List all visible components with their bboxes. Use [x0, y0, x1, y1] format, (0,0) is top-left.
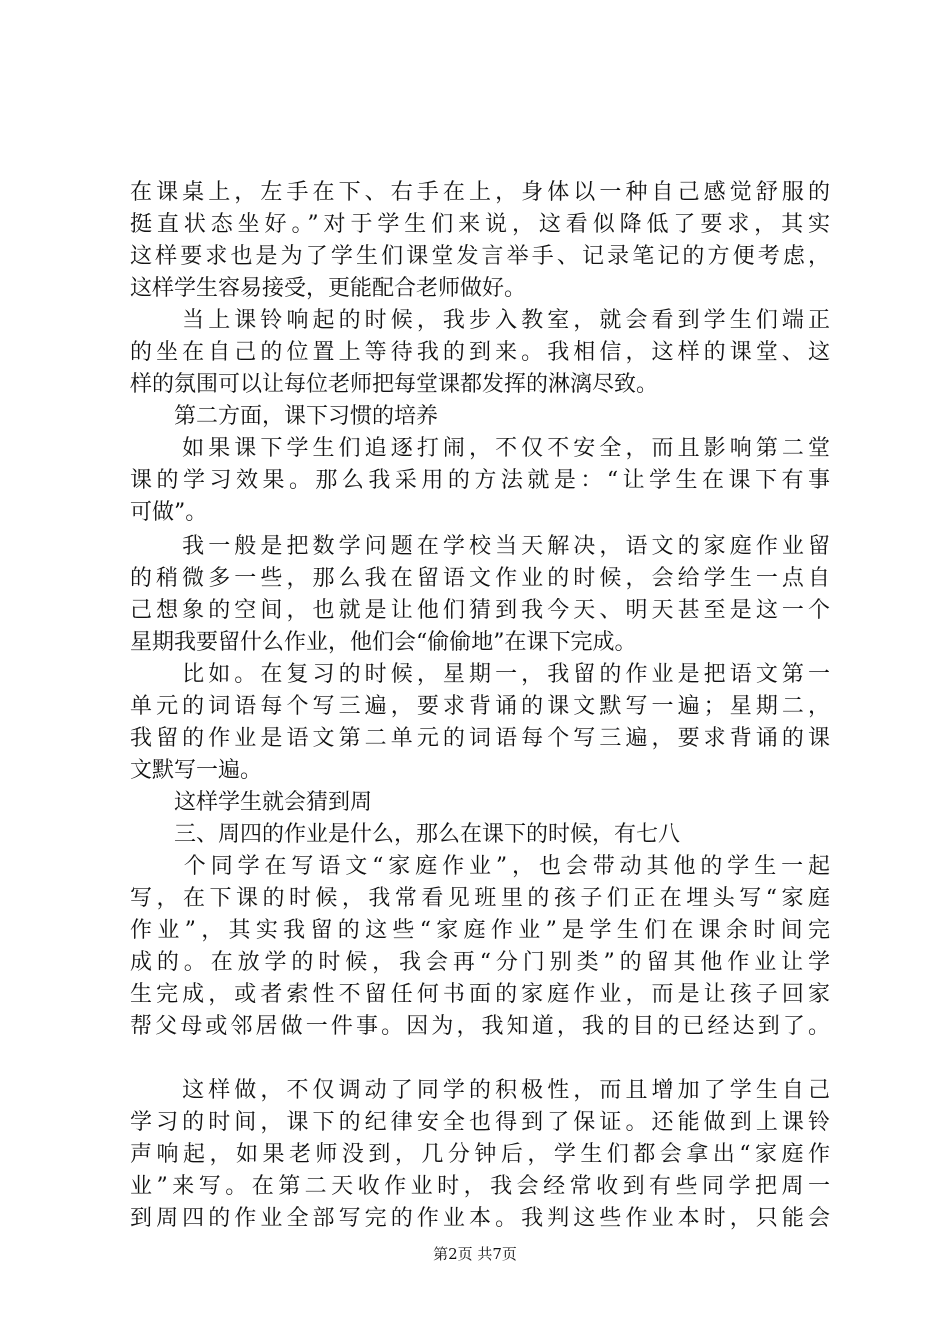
text-line: 成的。在放学的时候，我会再“分门别类”的留其他作业让学: [130, 950, 830, 975]
text-line: 当上课铃响起的时候，我步入教室，就会看到学生们端正: [130, 308, 830, 333]
text-line: 到周四的作业全部写完的作业本。我判这些作业本时，只能会: [130, 1206, 830, 1231]
text-line: 三、周四的作业是什么，那么在课下的时候，有七八: [130, 822, 681, 847]
text-line: 如果课下学生们追逐打闹，不仅不安全，而且影响第二堂: [130, 436, 830, 461]
page-number-footer: 第2页 共7页: [433, 1245, 517, 1263]
text-line: 单元的词语每个写三遍，要求背诵的课文默写一遍；星期二，: [130, 694, 830, 719]
text-line: 课的学习效果。那么我采用的方法就是：“让学生在课下有事: [130, 468, 830, 493]
text-line: 我留的作业是语文第二单元的词语每个写三遍，要求背诵的课: [130, 726, 830, 751]
text-line: 帮父母或邻居做一件事。因为，我知道，我的目的已经达到了。: [130, 1014, 830, 1039]
text-line: 比如。在复习的时候，星期一，我留的作业是把语文第一: [130, 662, 830, 687]
text-line: 生完成，或者索性不留任何书面的家庭作业，而是让孩子回家: [130, 982, 830, 1007]
text-line: 在课桌上，左手在下、右手在上，身体以一种自己感觉舒服的: [130, 180, 830, 205]
text-line: 个同学在写语文“家庭作业”，也会带动其他的学生一起: [130, 854, 830, 879]
text-line: 作业”，其实我留的这些“家庭作业”是学生们在课余时间完: [130, 918, 830, 943]
text-line: 写，在下课的时候，我常看见班里的孩子们正在埋头写“家庭: [130, 886, 830, 911]
text-line: 可做”。: [130, 500, 208, 525]
text-line: 挺直状态坐好。”对于学生们来说，这看似降低了要求，其实: [130, 212, 830, 237]
text-line: 文默写一遍。: [130, 758, 263, 783]
text-line: 这样学生就会猜到周: [130, 790, 373, 815]
text-line: 的稍微多一些，那么我在留语文作业的时候，会给学生一点自: [130, 566, 830, 591]
text-line: 这样要求也是为了学生们课堂发言举手、记录笔记的方便考虑，: [130, 244, 830, 269]
text-line: 声响起，如果老师没到，几分钟后，学生们都会拿出“家庭作: [130, 1142, 830, 1167]
section-heading: 第二方面，课下习惯的培养: [130, 404, 439, 429]
text-line: 星期我要留什么作业，他们会“偷偷地”在课下完成。: [130, 630, 637, 655]
text-line: 这样做，不仅调动了同学的积极性，而且增加了学生自己: [130, 1078, 830, 1103]
text-line: 的坐在自己的位置上等待我的到来。我相信，这样的课堂、这: [130, 340, 830, 365]
text-line: 这样学生容易接受，更能配合老师做好。: [130, 276, 527, 301]
text-line: 业”来写。在第二天收作业时，我会经常收到有些同学把周一: [130, 1174, 830, 1199]
text-line: 己想象的空间，也就是让他们猜到我今天、明天甚至是这一个: [130, 598, 830, 623]
text-line: 学习的时间，课下的纪律安全也得到了保证。还能做到上课铃: [130, 1110, 830, 1135]
text-line: 我一般是把数学问题在学校当天解决，语文的家庭作业留: [130, 534, 830, 559]
text-line: 样的氛围可以让每位老师把每堂课都发挥的淋漓尽致。: [130, 372, 659, 397]
